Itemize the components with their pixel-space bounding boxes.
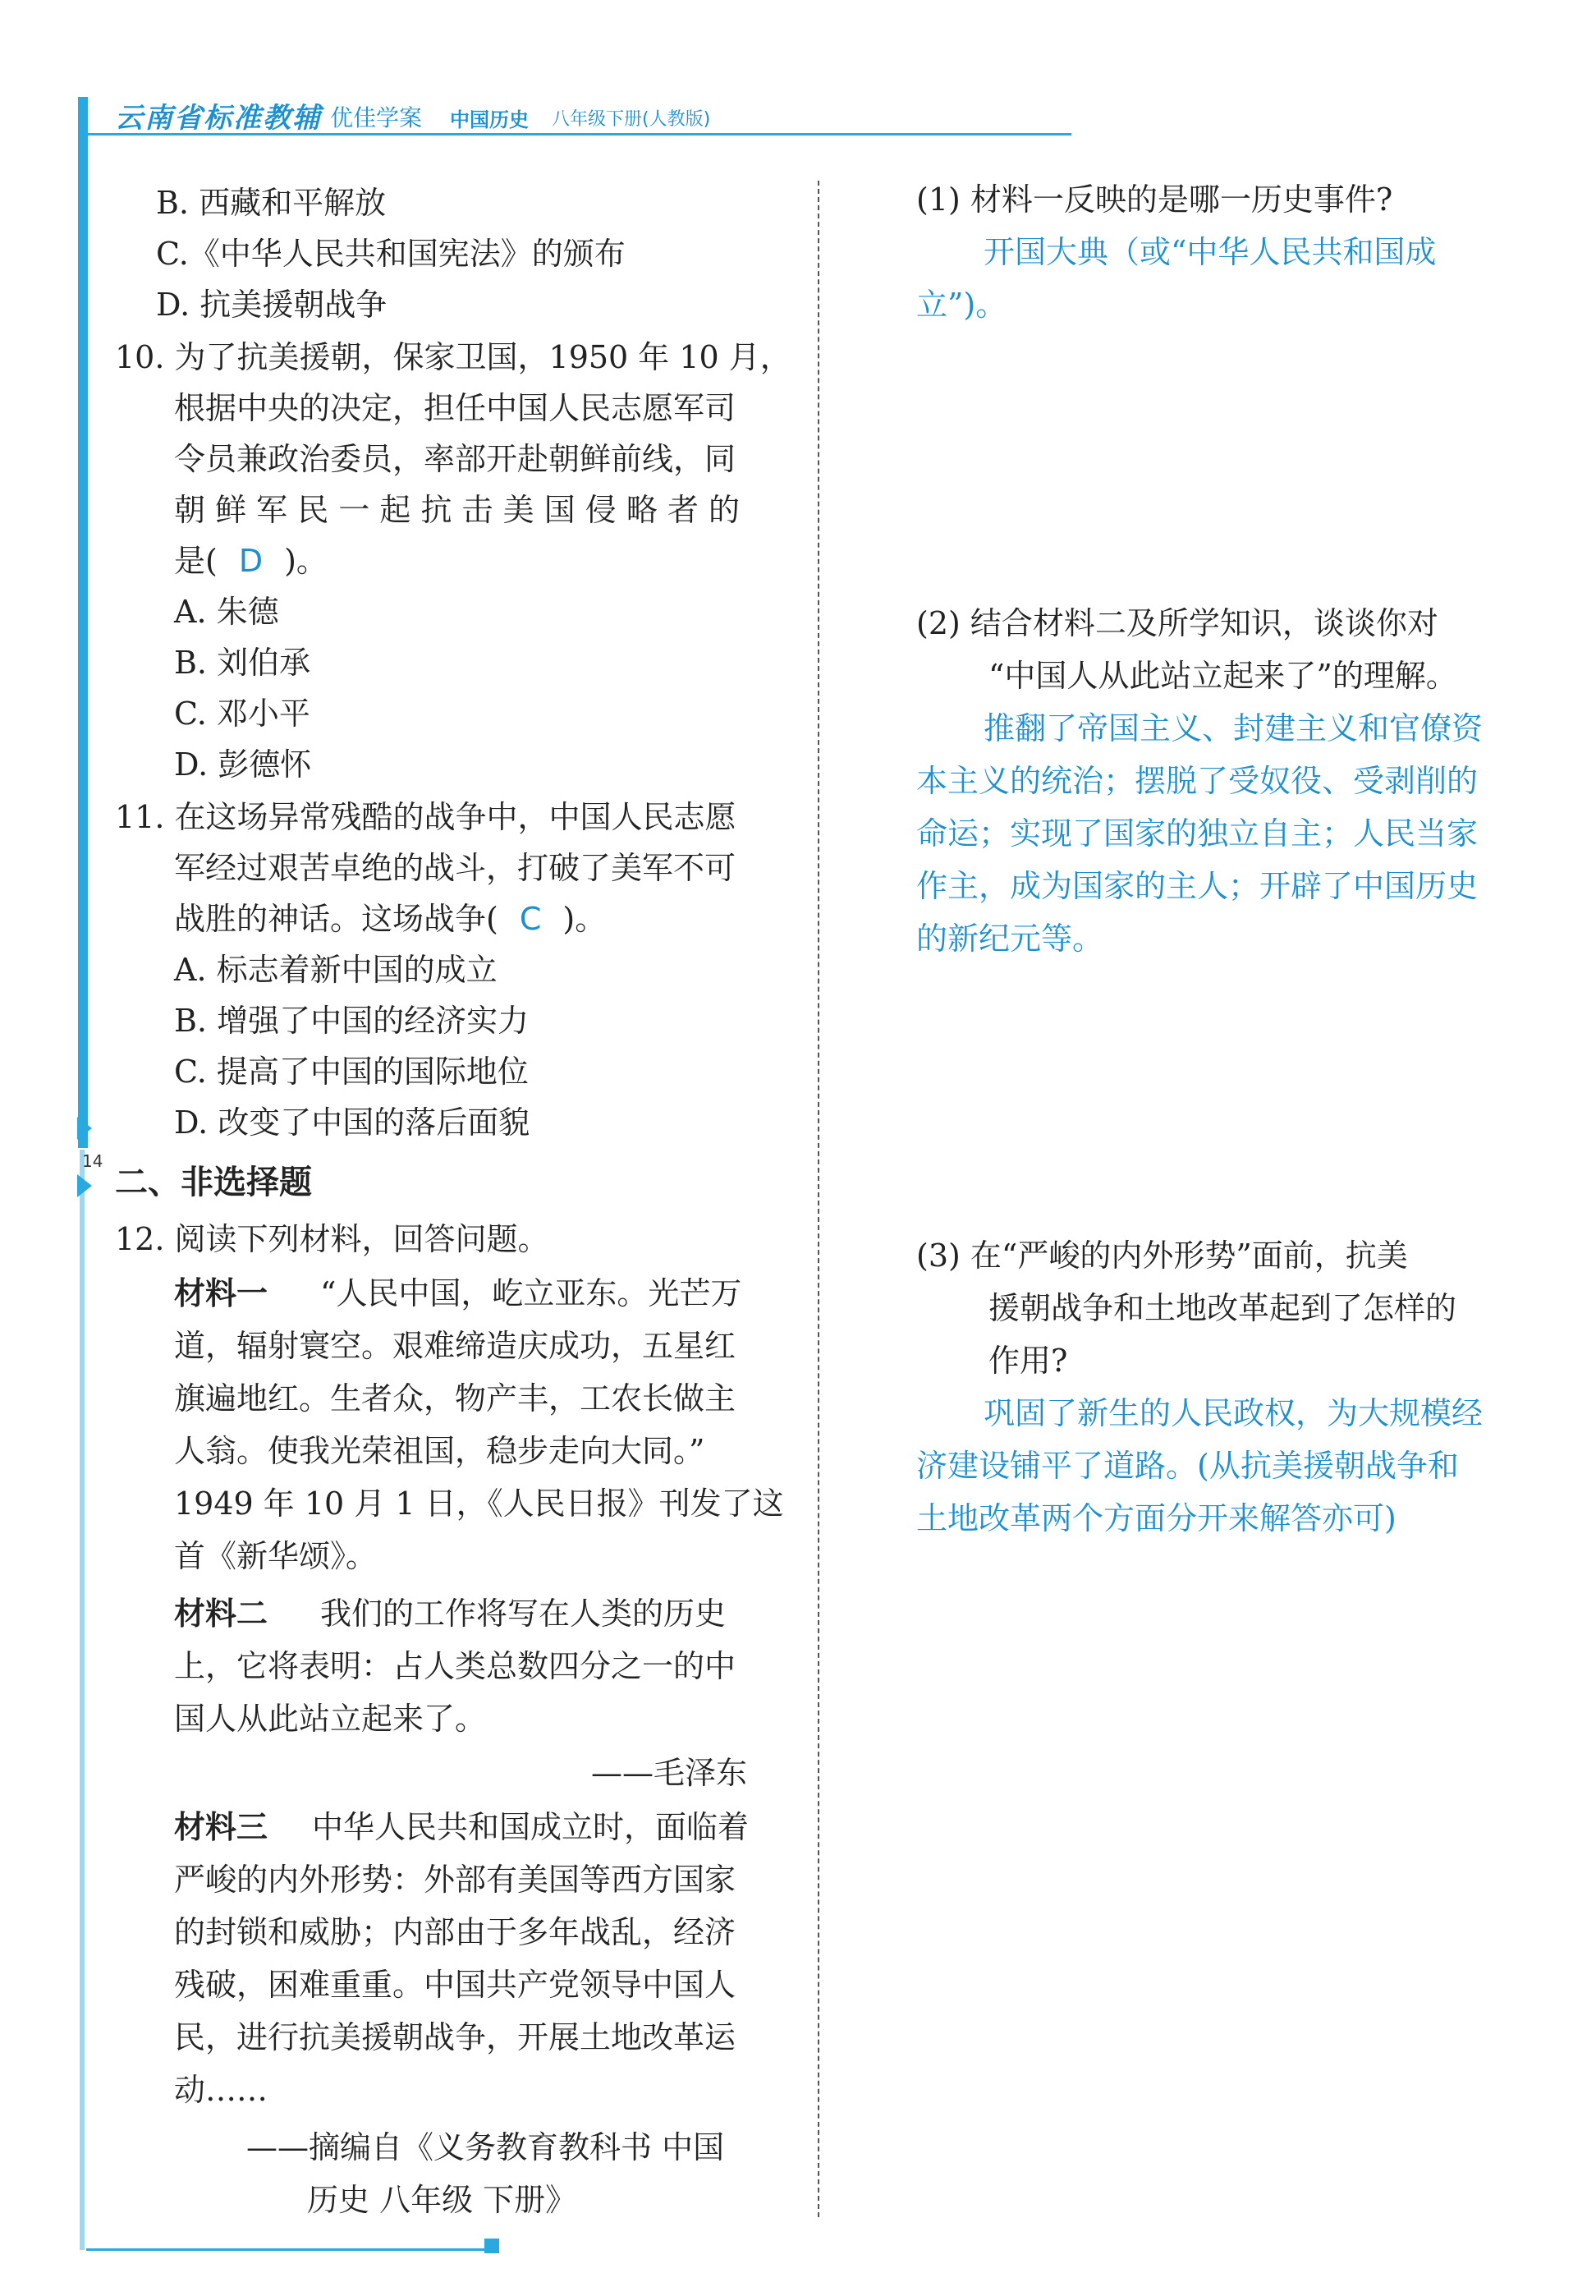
answer-2-line: 本主义的统治；摆脱了受奴役、受剥削的 — [916, 763, 1479, 799]
option: C. 邓小平 — [174, 696, 310, 732]
material-3-line: 民，进行抗美援朝战争，开展土地改革运 — [174, 2019, 736, 2055]
material-1-line: 首《新华颂》。 — [174, 1538, 378, 1574]
left-accent-bar-light — [80, 1150, 85, 2250]
stem-end: )。 — [562, 901, 607, 937]
option: B. 刘伯承 — [174, 645, 311, 681]
material-1-line: 旗遍地红。生者众，物产丰，工农长做主 — [174, 1380, 736, 1417]
grade-label: 八年级下册(人教版) — [552, 109, 711, 130]
option: D. 改变了中国的落后面貌 — [174, 1104, 530, 1141]
stem-end: )。 — [284, 543, 328, 579]
brand-title: 云南省标准教辅 — [115, 102, 322, 135]
question-10-line: 令员兼政治委员，率部开赴朝鲜前线，同 — [174, 441, 736, 477]
sub-question-3: 援朝战争和土地改革起到了怎样的 — [988, 1290, 1457, 1326]
question-10-line: 10. 为了抗美援朝，保家卫国，1950 年 10 月， — [115, 339, 791, 375]
question-12-stem: 12. 阅读下列材料，回答问题。 — [115, 1221, 549, 1257]
sub-question-2: “中国人从此站立起来了”的理解。 — [988, 658, 1457, 694]
answer-1-line: 立”)。 — [916, 287, 1007, 323]
answer-3-line: 巩固了新生的人民政权，为大规模经 — [984, 1395, 1484, 1431]
answer-1-line: 开国大典（或“中华人民共和国成 — [984, 234, 1437, 270]
sub-question-2: (2) 结合材料二及所学知识，谈谈你对 — [916, 605, 1438, 641]
footer-square — [484, 2239, 499, 2253]
material-3-line: 的封锁和威胁；内部由于多年战乱，经济 — [174, 1914, 736, 1950]
material-2-line: 上，它将表明：占人类总数四分之一的中 — [174, 1648, 736, 1684]
material-1-line: 人翁。使我光荣祖国，稳步走向大同。” — [174, 1433, 705, 1469]
material-1-line: 道，辐射寰空。艰难缔造庆成功，五星红 — [174, 1328, 736, 1364]
left-accent-bar — [78, 97, 88, 1148]
material-3-line: 中华人民共和国成立时，面临着 — [312, 1809, 750, 1845]
answer-11: C — [519, 901, 542, 937]
answer-10: D — [238, 543, 264, 579]
option: C. 提高了中国的国际地位 — [174, 1054, 529, 1090]
option: D. 彭德怀 — [174, 746, 312, 783]
material-1-line: 1949 年 10 月 1 日，《人民日报》刊发了这 — [174, 1486, 784, 1522]
material-3-line: 动…… — [174, 2072, 268, 2108]
question-10-line: 朝 鲜 军 民 一 起 抗 击 美 国 侵 略 者 的 — [174, 492, 741, 528]
material-3-source: 历史 八年级 下册》 — [307, 2182, 577, 2218]
material-2-line: 国人从此站立起来了。 — [174, 1701, 487, 1737]
answer-2-line: 的新纪元等。 — [916, 921, 1104, 957]
material-3-line: 残破，困难重重。中国共产党领导中国人 — [174, 1967, 736, 2003]
material-2-line: 我们的工作将写在人类的历史 — [320, 1596, 727, 1632]
page-marker-bottom — [77, 1174, 92, 1197]
column-divider — [818, 181, 819, 2217]
answer-2-line: 命运；实现了国家的独立自主；人民当家 — [916, 815, 1479, 852]
stem-end: 是( — [174, 543, 218, 579]
answer-2-line: 作主，成为国家的主人；开辟了中国历史 — [916, 868, 1479, 904]
material-1-line: “人民中国，屹立亚东。光芒万 — [320, 1275, 742, 1311]
option: B. 增强了中国的经济实力 — [174, 1003, 530, 1039]
option: A. 朱德 — [174, 594, 279, 630]
material-3-label: 材料三 — [174, 1809, 268, 1845]
stem-end: 战胜的神话。这场战争( — [174, 901, 498, 937]
answer-3-line: 土地改革两个方面分开来解答亦可) — [916, 1500, 1396, 1536]
footer-rule — [86, 2248, 495, 2251]
page-number: 14 — [82, 1151, 103, 1171]
section-title: 二、非选择题 — [115, 1164, 312, 1201]
sub-question-3: (3) 在“严峻的内外形势”面前，抗美 — [916, 1238, 1408, 1274]
option: B. 西藏和平解放 — [156, 185, 387, 221]
series-name: 优佳学案 — [330, 104, 423, 131]
material-2-label: 材料二 — [174, 1596, 268, 1632]
subject-name: 中国历史 — [450, 108, 529, 131]
option: C.《中华人民共和国宪法》的颁布 — [156, 236, 626, 272]
material-2-source: ——毛泽东 — [591, 1755, 748, 1791]
option: A. 标志着新中国的成立 — [174, 952, 498, 988]
question-11-line: 军经过艰苦卓绝的战斗，打破了美军不可 — [174, 850, 736, 886]
sub-question-1: (1) 材料一反映的是哪一历史事件? — [916, 181, 1393, 218]
material-1-label: 材料一 — [174, 1275, 268, 1311]
question-11-line: 11. 在这场异常残酷的战争中，中国人民志愿 — [115, 799, 736, 835]
sub-question-3: 作用? — [988, 1343, 1068, 1379]
material-3-source: ——摘编自《义务教育教科书 中国 — [246, 2129, 725, 2165]
page-marker-top — [77, 1117, 92, 1140]
question-10-end — [174, 543, 328, 579]
option: D. 抗美援朝战争 — [156, 287, 388, 323]
question-10-line: 根据中央的决定，担任中国人民志愿军司 — [174, 390, 736, 426]
answer-3-line: 济建设铺平了道路。(从抗美援朝战争和 — [916, 1448, 1459, 1484]
answer-2-line: 推翻了帝国主义、封建主义和官僚资 — [984, 710, 1484, 746]
material-3-line: 严峻的内外形势：外部有美国等西方国家 — [174, 1862, 736, 1898]
question-11-end — [174, 901, 607, 937]
